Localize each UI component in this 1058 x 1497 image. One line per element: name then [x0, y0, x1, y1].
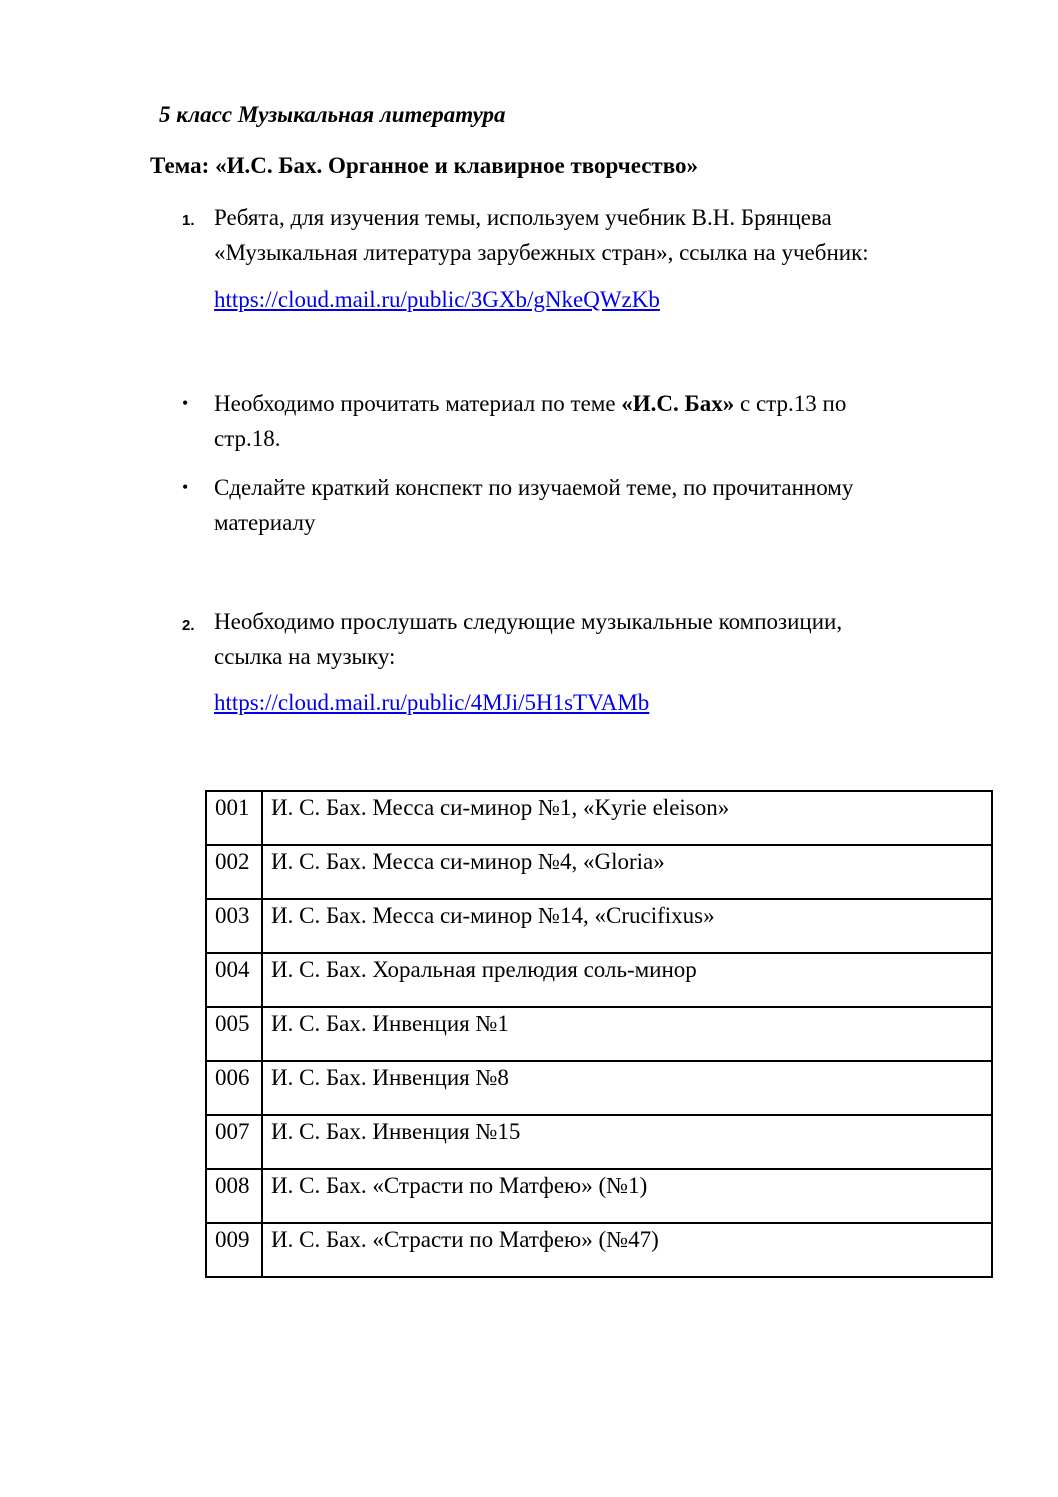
table-row: [206, 899, 992, 953]
track-title: И. С. Бах. «Страсти по Матфею» (№47): [262, 1223, 992, 1277]
textbook-link[interactable]: https://cloud.mail.ru/public/3GXb/gNkeQWzKb: [214, 287, 660, 312]
track-number: 009: [206, 1223, 262, 1277]
track-number: 007: [206, 1115, 262, 1169]
track-title: И. С. Бах. Месса си-минор №4, «Gloria»: [262, 845, 992, 899]
track-number: 006: [206, 1061, 262, 1115]
class-title: 5 класс Музыкальная литература: [159, 102, 506, 127]
track-number: 001: [206, 791, 262, 845]
bullet-2-line-2: материалу: [214, 510, 316, 535]
step-2-marker: 2.: [182, 617, 195, 634]
track-number: 008: [206, 1169, 262, 1223]
track-number: 003: [206, 899, 262, 953]
track-title: И. С. Бах. Инвенция №1: [262, 1007, 992, 1061]
step-2-line-1: Необходимо прослушать следующие музыкальные композиции,: [214, 609, 843, 634]
track-title: И. С. Бах. «Страсти по Матфею» (№1): [262, 1169, 992, 1223]
table-row: [206, 953, 992, 1007]
bullet-1-line-1: [214, 386, 846, 421]
bullet-2-marker: •: [182, 477, 189, 497]
step-1-line-2: «Музыкальная литература зарубежных стран», ссылка на учебник:: [214, 240, 869, 265]
track-title: И. С. Бах. Инвенция №8: [262, 1061, 992, 1115]
track-title: И. С. Бах. Инвенция №15: [262, 1115, 992, 1169]
tracks-table: [205, 790, 993, 1278]
table-row: [206, 845, 992, 899]
step-1-line-1: Ребята, для изучения темы, используем учебник В.Н. Брянцева: [214, 205, 832, 230]
track-title: И. С. Бах. Месса си-минор №14, «Crucifixus»: [262, 899, 992, 953]
step-2-line-2: ссылка на музыку:: [214, 644, 396, 669]
table-row: [206, 1115, 992, 1169]
table-row: [206, 791, 992, 845]
track-number: 002: [206, 845, 262, 899]
bullet-1-text-pre: Необходимо прочитать материал по теме: [214, 391, 622, 416]
bullet-1-text-bold: «И.С. Бах»: [621, 391, 735, 416]
bullet-2-line-1: Сделайте краткий конспект по изучаемой теме, по прочитанному: [214, 475, 854, 500]
step-1-marker: 1.: [182, 212, 195, 229]
topic-title: Тема: «И.С. Бах. Органное и клавирное творчество»: [150, 153, 698, 178]
table-row: [206, 1169, 992, 1223]
table-row: [206, 1223, 992, 1277]
table-row: [206, 1007, 992, 1061]
table-row: [206, 1061, 992, 1115]
track-number: 004: [206, 953, 262, 1007]
bullet-1-line-2: стр.18.: [214, 426, 281, 451]
track-number: 005: [206, 1007, 262, 1061]
music-link[interactable]: https://cloud.mail.ru/public/4MJi/5H1sTVAMb: [214, 690, 650, 715]
bullet-1-marker: •: [182, 393, 189, 413]
bullet-1-text-post: с стр.13 по: [734, 391, 847, 416]
track-title: И. С. Бах. Хоральная прелюдия соль-минор: [262, 953, 992, 1007]
track-title: И. С. Бах. Месса си-минор №1, «Kyrie eleison»: [262, 791, 992, 845]
